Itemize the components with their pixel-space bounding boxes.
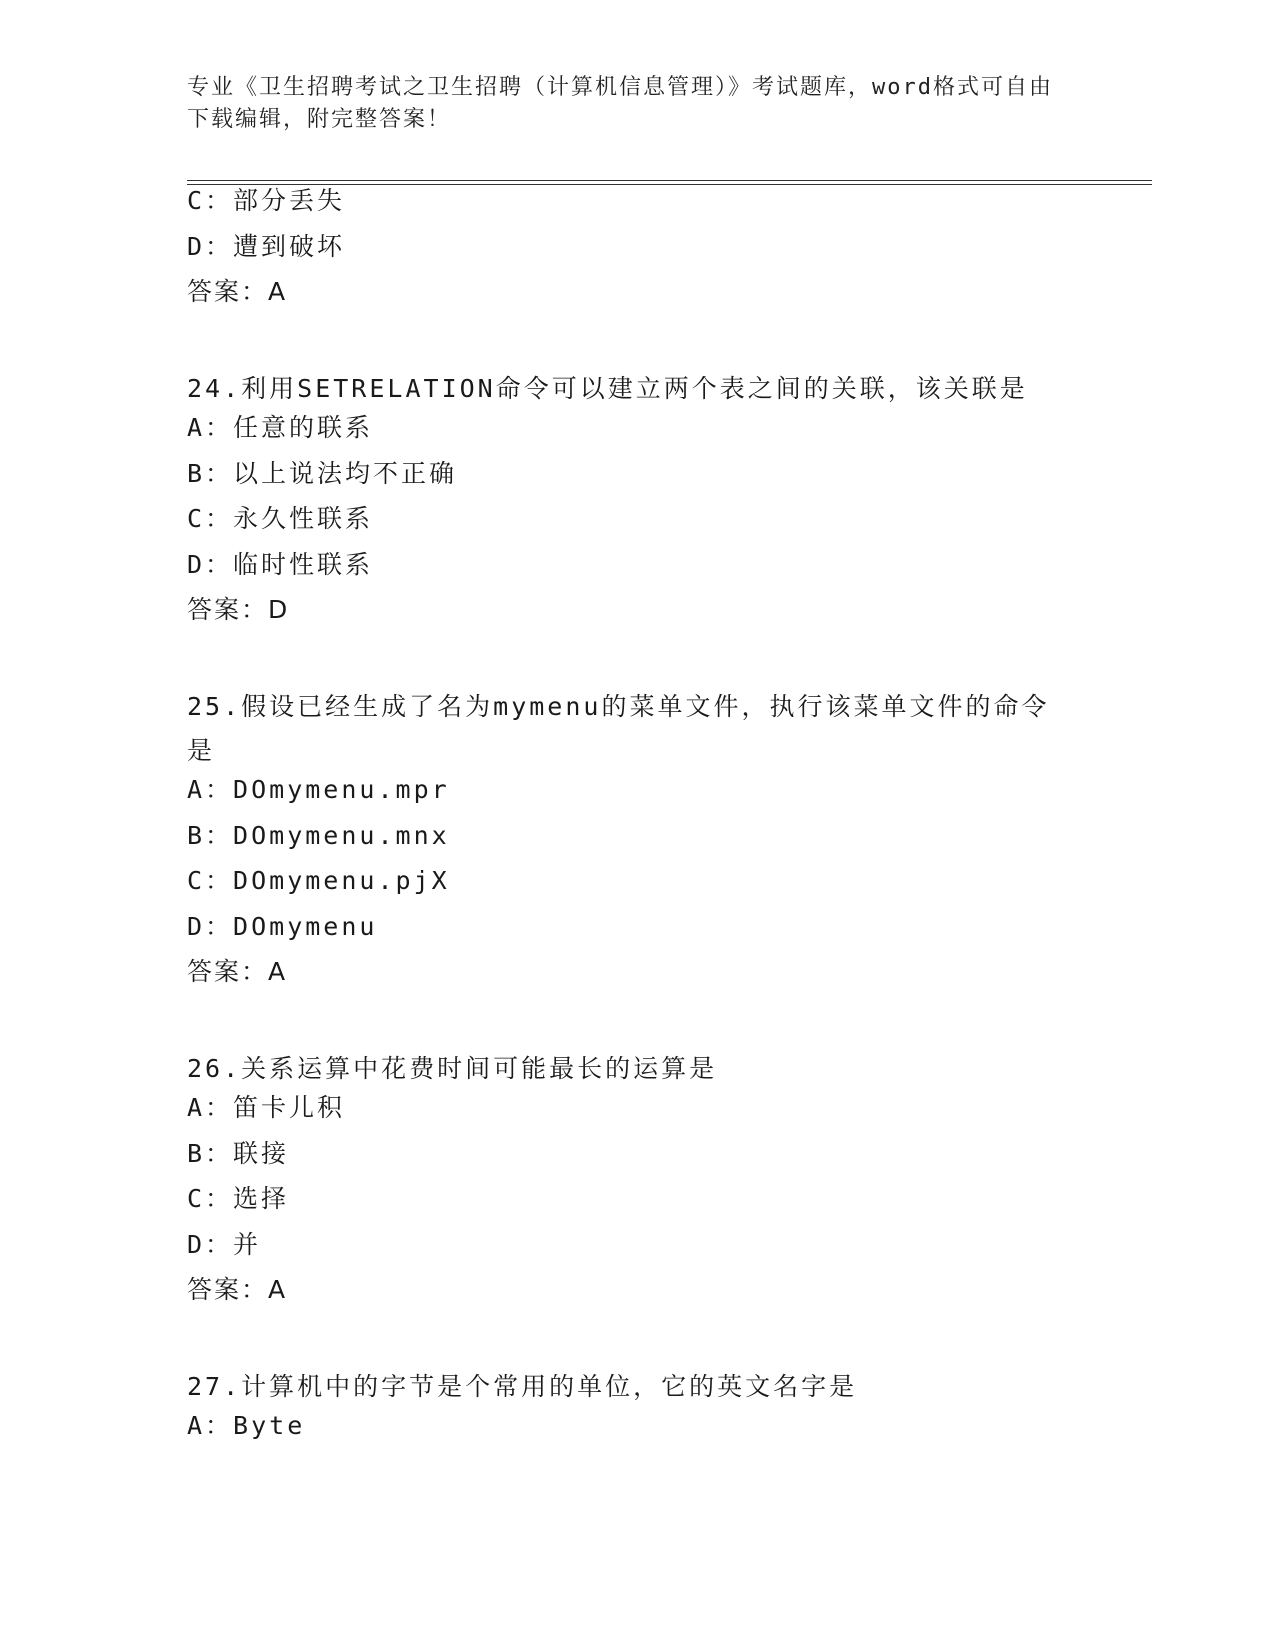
option-b: B：联接 [187, 1138, 290, 1168]
option-c: C：DOmymenu.pjX [187, 866, 450, 895]
answer: 答案：A [187, 277, 288, 306]
option-a: A：DOmymenu.mpr [187, 775, 450, 804]
answer: 答案：A [187, 1275, 288, 1304]
question-25 [187, 685, 1087, 987]
answer: 答案：A [187, 957, 288, 986]
option-d: D：遭到破坏 [187, 231, 346, 261]
header-rule-top [187, 180, 1152, 181]
question-content [187, 186, 1087, 1457]
answer: 答案：D [187, 595, 290, 624]
header-rule-bottom [187, 184, 1152, 185]
option-c: C：选择 [187, 1184, 290, 1213]
question-27 [187, 1365, 1087, 1457]
question-text: 25.假设已经生成了名为mymenu的菜单文件，执行该菜单文件的命令是 [187, 692, 1050, 765]
option-d: D：临时性联系 [187, 549, 374, 579]
document-header: 专业《卫生招聘考试之卫生招聘（计算机信息管理）》考试题库，word格式可自由下载编辑，附完整答案！ [187, 75, 1053, 132]
option-c: C：永久性联系 [187, 504, 374, 533]
question-26 [187, 1047, 1087, 1305]
option-b: B：以上说法均不正确 [187, 458, 458, 488]
option-a: A：任意的联系 [187, 413, 374, 442]
option-d: D：DOmymenu [187, 911, 378, 941]
question-text: 27.计算机中的字节是个常用的单位，它的英文名字是 [187, 1372, 858, 1401]
option-c: C：部分丢失 [187, 186, 346, 215]
question-24 [187, 367, 1087, 625]
option-a: A：笛卡儿积 [187, 1093, 346, 1122]
question-text: 24.利用SETRELATION命令可以建立两个表之间的关联，该关联是 [187, 374, 1028, 403]
partial-question [187, 186, 1087, 307]
question-text: 26.关系运算中花费时间可能最长的运算是 [187, 1054, 718, 1083]
option-a: A：Byte [187, 1411, 306, 1440]
option-b: B：DOmymenu.mnx [187, 820, 450, 850]
option-d: D：并 [187, 1229, 262, 1259]
